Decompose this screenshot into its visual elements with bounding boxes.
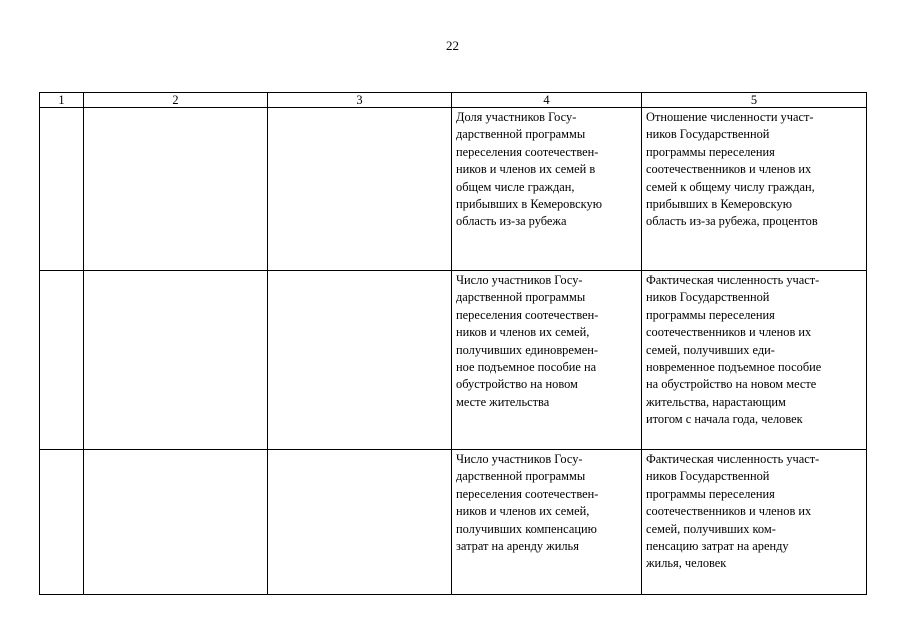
- cell-text: [84, 271, 267, 272]
- table-cell-definition: [642, 450, 867, 595]
- column-header-5: 5: [642, 93, 867, 108]
- indicator-name: Число участников Госу- дарственной программы переселения соотечествен- ников и членов их семей, получивших единовремен- ное подъемное пособие на обустройство на новом месте жительства: [456, 273, 599, 409]
- table-row: [40, 271, 867, 450]
- indicator-name: Число участников Госу- дарственной программы переселения соотечествен- ников и членов их семей, получивших компенсацию затрат на аренду жилья: [456, 452, 599, 554]
- cell-text: [84, 450, 267, 451]
- table-cell-col2: [84, 450, 268, 595]
- table-cell-col3: [268, 271, 452, 450]
- cell-text: [40, 271, 83, 272]
- indicator-definition: Фактическая численность участ- ников Государственной программы переселения соотечественников и членов их семей, получивших еди- новременное подъемное пособие на обустройство на новом месте жительства, нарастающим итогом с начала года, человек: [646, 273, 822, 427]
- table-header-row: [40, 93, 867, 108]
- cell-text: [268, 450, 451, 451]
- table-cell-col3: [268, 108, 452, 271]
- table-row: [40, 108, 867, 271]
- cell-text: [84, 108, 267, 109]
- table-cell-indicator: [452, 450, 642, 595]
- table-cell-col1: [40, 271, 84, 450]
- indicator-definition: Фактическая численность участ- ников Государственной программы переселения соотечественников и членов их семей, получивших ком- пенсацию затрат на аренду жилья, человек: [646, 452, 820, 571]
- indicators-table: [39, 92, 867, 595]
- cell-text: [268, 271, 451, 272]
- indicator-name: Доля участников Госу- дарственной программы переселения соотечествен- ников и членов их семей в общем числе граждан, прибывших в Кемеровскую область из-за рубежа: [456, 110, 602, 229]
- cell-text: [40, 108, 83, 109]
- table-cell-indicator: [452, 271, 642, 450]
- table-cell-col1: [40, 450, 84, 595]
- page-number: 22: [446, 38, 459, 53]
- table-row: [40, 450, 867, 595]
- table-cell-definition: [642, 108, 867, 271]
- table-cell-col2: [84, 108, 268, 271]
- column-header-4: 4: [452, 93, 642, 108]
- cell-text: [268, 108, 451, 109]
- table-cell-col1: [40, 108, 84, 271]
- column-header-3: 3: [268, 93, 452, 108]
- table-cell-col2: [84, 271, 268, 450]
- table-cell-indicator: [452, 108, 642, 271]
- cell-text: [40, 450, 83, 451]
- table-cell-col3: [268, 450, 452, 595]
- indicator-definition: Отношение численности участ- ников Государственной программы переселения соотечественников и членов их семей к общему числу граждан, прибывших в Кемеровскую область из-за рубежа, процентов: [646, 110, 818, 229]
- table-cell-definition: [642, 271, 867, 450]
- column-header-1: 1: [40, 93, 84, 108]
- column-header-2: 2: [84, 93, 268, 108]
